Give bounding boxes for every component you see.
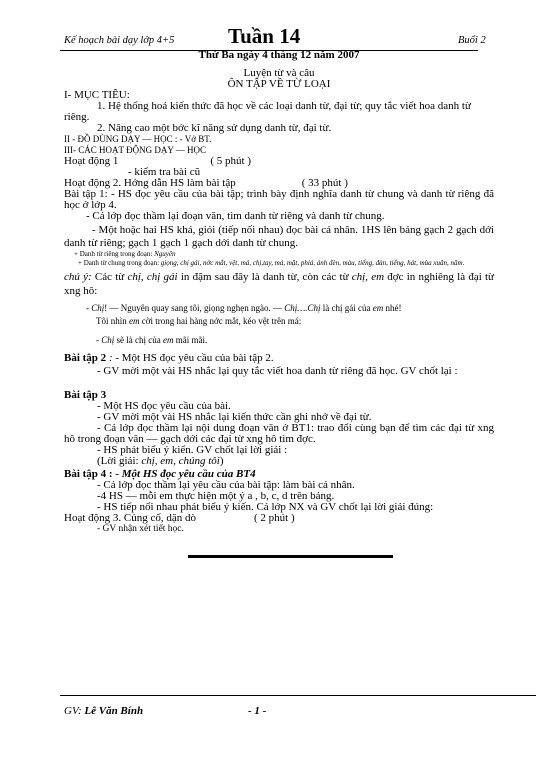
exercise-1-b: - Cả lớp đọc thầm lại đoạn văn, tìm danh từ riêng và danh từ chung.	[86, 210, 385, 222]
proper-nouns-label: + Danh từ riêng trong đoạn:	[74, 250, 155, 258]
header-session: Buổi 2	[458, 35, 486, 46]
ex3-e-a: (Lời giải:	[97, 455, 142, 467]
footer-teacher	[64, 705, 143, 717]
exercise-2-label: Bài tập 2	[64, 352, 107, 364]
exercise-3-d: - HS phát biểu ý kiến. GV chốt lại lời giải :	[97, 444, 288, 456]
exercise-3-c: - Cả lớp đọc thầm lại nội dung đoạn văn ở BT1: trao đổi cùng bạn để tìm các đại từ xng hô trong đoạn văn — gạch dới các đại từ xng hô tìm đợc.	[64, 422, 494, 445]
exercise-4-c: - HS tiếp nối nhau phát biểu ý kiến. Cả lớp NX và GV chốt lại lời giải đúng:	[97, 501, 434, 513]
note-text-1: Các từ	[91, 271, 128, 283]
note-text-2: in đậm sau đây là danh từ, còn các từ	[177, 271, 352, 283]
proper-nouns-value: Nguyên	[154, 250, 176, 258]
note-word-1: chị, chị gái	[127, 271, 178, 283]
quote1-b: Chị	[91, 303, 105, 313]
quote1-d: Chị….Chị	[284, 303, 321, 313]
exercise-4-text: - Một HS đọc yêu cầu của BT4	[115, 468, 256, 480]
quote2-c: cời trong hai hàng nớc mắt, kéo vệt trên má:	[139, 316, 302, 326]
exercise-2-colon: :	[106, 352, 116, 364]
teacher-label: GV:	[64, 705, 82, 717]
end-of-lesson-rule	[188, 555, 393, 558]
note	[64, 270, 494, 298]
activity-2-time: ( 33 phút )	[301, 177, 348, 189]
exercise-2-text: - Một HS đọc yêu cầu của bài tập 2.	[115, 352, 274, 364]
exercise-4-label: Bài tập 4 :	[64, 468, 116, 480]
goals-heading: I- MỤC TIÊU:	[64, 89, 130, 101]
quote1-g: nhé!	[383, 303, 402, 313]
date-line: Thứ Ba ngày 4 tháng 12 năm 2007	[198, 49, 360, 61]
activity-1-sub: - kiểm tra bài cũ	[128, 166, 201, 178]
teacher-name: Lê Văn Bính	[84, 705, 144, 717]
exercise-1: Bài tập 1: - HS đọc yêu cầu của bài tập; trình bày định nghĩa danh từ chung và danh từ riêng đã học ở lớp 4.	[64, 188, 494, 211]
exercise-2	[64, 353, 494, 364]
proper-nouns	[64, 250, 494, 259]
exercise-4-b: -4 HS — mỗi em thực hiện một ý a , b, c, d trên bảng.	[97, 490, 335, 502]
quote3-b: Chị	[101, 335, 115, 345]
goal-2: 2. Nâng cao một bớc kĩ năng sử dụng danh từ, đại từ.	[97, 122, 332, 134]
exercise-3-label: Bài tập 3	[64, 389, 107, 401]
exercise-3-e	[64, 456, 494, 467]
header-plan-label: Kế hoạch bài dạy lớp 4+5	[64, 35, 175, 46]
common-nouns-value: giọng, chị gái, nớc mắt, vệt, má, chị,tay, má, mặt, phiá, ánh đèn, màu, tiếng, đàn, tiếng, hát, mùa xuân, năm.	[160, 259, 465, 267]
goal-1: 1. Hệ thống hoá kiến thức đã học về các loại danh từ, đại từ; quy tắc viết hoa danh từ riêng.	[64, 100, 471, 123]
activity-3-time: ( 2 phút )	[253, 512, 295, 524]
quote-line-3	[64, 334, 494, 347]
common-nouns	[64, 259, 494, 268]
ex3-e-b: chị, em, chúng tôi	[141, 455, 220, 467]
ex3-e-c: )	[219, 455, 224, 467]
lesson-title: ÔN TẬP VỀ TỪ LOẠI	[227, 78, 331, 90]
page-number: - 1 -	[248, 705, 267, 717]
activity-1-time: ( 5 phút )	[210, 155, 252, 167]
quote2-a: Tôi nhìn	[96, 316, 129, 326]
header-week-title: Tuần 14	[228, 24, 301, 48]
footer-rule	[60, 695, 536, 696]
exercise-1-c: - Một hoặc hai HS khá, giỏi (tiếp nối nhau) đọc bài cá nhân. 1HS lên bảng gạch 2 gạch dới danh từ riêng; gạch 1 gạch 1 gạch dới danh từ chung.	[64, 224, 494, 249]
note-word-2: chị, em	[351, 271, 385, 283]
note-label: chú ý:	[64, 271, 92, 283]
quote1-c: ! — Nguyên quay sang tôi, giọng nghẹn ngào. —	[104, 303, 285, 313]
common-nouns-label: + Danh từ chung trong đoạn:	[78, 259, 161, 267]
activity-1-label: Hoạt động 1	[64, 155, 119, 167]
activity-3-sub: - GV nhận xét tiết học.	[97, 524, 184, 534]
exercise-2-b: - GV mời một vài HS nhắc lại quy tắc viết hoa danh từ riêng đã học. GV chốt lại :	[97, 365, 458, 377]
activity-3	[64, 513, 494, 524]
materials: II - ĐỒ DÙNG DẠY — HỌC : - Vở BT.	[64, 134, 212, 144]
quote-line-2	[64, 315, 494, 328]
exercise-3-b: - GV mời một vài HS nhắc lại kiến thức cần ghi nhớ về đại từ.	[97, 411, 372, 423]
note-text-3: đợc in nghiêng là đại từ xng hô:	[64, 271, 494, 297]
activity-3-label: Hoạt động 3. Củng cố, dặn dò	[64, 512, 196, 524]
quote1-e: là chị gái của	[320, 303, 373, 313]
quote3-a: -	[96, 335, 102, 345]
activities-heading: III- CÁC HOẠT ĐỘNG DẠY — HỌC	[64, 145, 206, 155]
exercise-4-a: - Cả lớp đọc thầm lại yêu cầu của bài tập: làm bài cá nhân.	[97, 479, 355, 491]
subject: Luyện từ và câu	[243, 67, 315, 79]
exercise-3-a: - Một HS đọc yêu cầu của bài.	[97, 400, 231, 412]
quote3-d: em	[163, 335, 174, 345]
quote2-b: em	[129, 316, 140, 326]
quote3-c: sẽ là chị của	[114, 335, 163, 345]
activity-2-label: Hoạt động 2. Hớng dẫn HS làm bài tập	[64, 177, 236, 189]
quote1-f: em	[372, 303, 384, 313]
lesson-content	[64, 50, 494, 535]
quote-line-1	[64, 302, 494, 315]
quote3-e: mãi mãi.	[173, 335, 208, 345]
quote1-a: -	[86, 303, 92, 313]
